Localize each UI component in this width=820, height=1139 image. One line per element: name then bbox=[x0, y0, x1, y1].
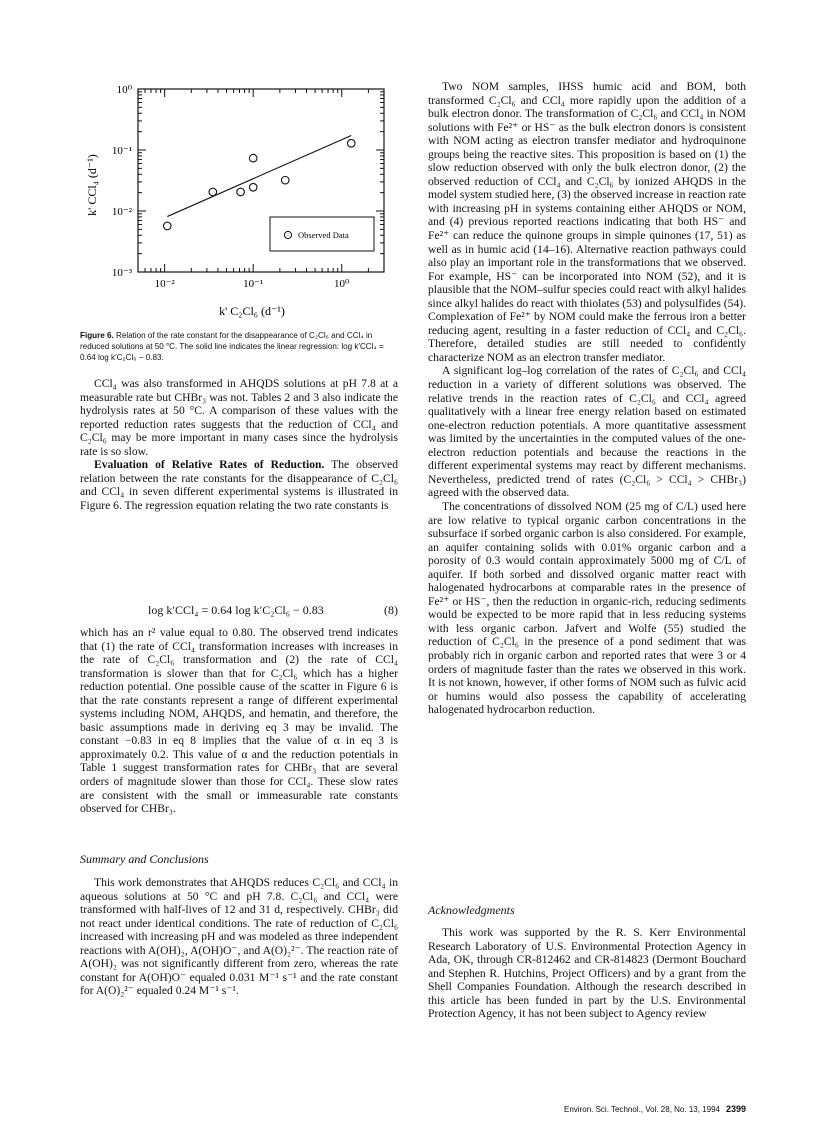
page-footer bbox=[564, 1104, 746, 1114]
figure-caption-text: Relation of the rate constant for the disappearance of C₂Cl₆ and CCl₄ in reduced solutions at 50 °C. The solid line indicates the linear regression: log k′CCl₄ = 0.64 log k′C₂Cl₆ − 0.83. bbox=[80, 331, 384, 362]
y-tick-label: 10⁰ bbox=[116, 84, 132, 96]
y-tick-label: 10⁻¹ bbox=[111, 145, 132, 157]
paragraph-acknowledgments: This work was supported by the R. S. Kerr Environmental Research Laboratory of U.S. Environmental Protection Agency in Ada, OK, through CR-812462 and CR-814823 (Dermont Bouchard and Stephen R. Hutchins, Project Officers) and by a grant from the Shell Companies Foundation. Although the research described in this article has been funded in part by the U.S. Environmental Protection Agency, it has not been subject to Agency review bbox=[428, 926, 746, 1021]
left-column-text bbox=[80, 377, 398, 512]
x-tick-label: 10⁻¹ bbox=[243, 278, 264, 290]
right-column-text-2 bbox=[428, 926, 746, 1021]
equation-8 bbox=[80, 603, 398, 621]
paragraph-nom-samples: Two NOM samples, IHSS humic acid and BOM, both transformed C₂Cl₆ and CCl₄ more rapidly upon the addition of a bulk electron donor. The transformation of C₂Cl₆ and CCl₄ in NOM solutions with Fe²⁺ or HS⁻ as the bulk electron donors is consistent with NOM acting as electron transfer mediator and hydroquinone groups being the reactive sites. This proposition is based on (1) the slow reduction observed with only the bulk electron donor, (2) the observed reduction of CCl₄ and C₂Cl₆ by ionized AHQDS in the model system studied here, (3) the observed increase in reaction rate with increasing pH in systems containing either AHQDS or NOM, and (4) previous reported reactions indicating that both HS⁻ and Fe²⁺ can reduce the quinone groups in simple quinones (17, 51) as well as in humic acid (14–16). Alternative reaction pathways could also play an important role in the transformations that we observed. For example, HS⁻ can be incorporated into NOM (52), and it is plausible that the NOM–sulfur species could react with alkyl halides since alkyl halides do react with thiolates (53) and polysulfides (54). Complexation of Fe²⁺ by NOM could make the ferrous iron a better reducing agent, resulting in a faster reduction of CCl₄ and C₂Cl₆. Therefore, detailed studies are still needed to confidently characterize NOM as an electron transfer mediator. bbox=[428, 80, 746, 364]
section-heading-summary: Summary and Conclusions bbox=[80, 852, 209, 866]
x-axis-label: k' C₂Cl₆ (d⁻¹) bbox=[219, 304, 285, 318]
left-column-text-2 bbox=[80, 626, 398, 816]
paragraph-r2: which has an r² value equal to 0.80. The observed trend indicates that (1) the rate of CCl₄ transformation increases with increases in the rate of C₂Cl₆ transformation and (2) the rate of CCl₄ transformation is slower than that for C₂Cl₆ which has a higher reduction potential. One possible cause of the scatter in Figure 6 is that the rate constants represent a range of different experimental systems including NOM, AHQDS, and hematin, and therefore, the basic assumptions made in deriving eq 3 may be invalid. The constant −0.83 in eq 8 implies that the value of α in eq 3 is approximately 0.2. This value of α and the reduction potentials in Table 1 suggest transformation rates for CHBr₃ that are several orders of magnitude slower than those for CCl₄. These slow rates are consistent with the small or immeasurable rate constants observed for CHBr₃. bbox=[80, 626, 398, 816]
figure-6-chart bbox=[80, 75, 398, 325]
figure-caption bbox=[80, 330, 398, 363]
legend-marker bbox=[284, 231, 291, 238]
chart-tick-labels bbox=[112, 84, 350, 290]
paragraph-ccl4-ahqds: CCl₄ was also transformed in AHQDS solutions at pH 7.8 at a measurable rate but CHBr₃ was not. Tables 2 and 3 also indicate the hydrolysis rates at 50 °C. A comparison of these values with the reported reduction rates suggests that the reduction of CCl₄ and C₂Cl₆ may be more important in many cases since the hydrolysis rate is so slow. bbox=[80, 377, 398, 458]
figure-caption-label: Figure 6. bbox=[80, 331, 114, 340]
equation-text: log k′CCl₄ = 0.64 log k′C₂Cl₆ − 0.83 bbox=[148, 603, 324, 617]
data-points bbox=[163, 139, 355, 229]
left-column-text-3 bbox=[80, 876, 398, 998]
paragraph-evaluation bbox=[80, 458, 398, 512]
x-tick-label: 10⁰ bbox=[334, 278, 350, 290]
section-heading-acknowledgments: Acknowledgments bbox=[428, 903, 515, 917]
data-point bbox=[237, 188, 245, 196]
y-tick-label: 10⁻² bbox=[111, 206, 132, 218]
page-number: 2399 bbox=[725, 1104, 746, 1114]
data-point bbox=[163, 222, 171, 230]
journal-citation: Environ. Sci. Technol., Vol. 28, No. 13, 1994 bbox=[564, 1105, 720, 1114]
data-point bbox=[209, 188, 217, 196]
regression-line bbox=[167, 135, 351, 216]
paragraph-nom-concentrations: The concentrations of dissolved NOM (25 mg of C/L) used here are low relative to typical organic carbon concentrations in the subsurface if sorbed organic carbon is also considered. For example, an aquifer containing solids with 0.01% organic carbon and a porosity of 0.3 would contain approximately 5000 mg of C/L of aquifer. If both sorbed and dissolved organic matter react with halogenated hydrocarbons at comparable rates in the presence of Fe²⁺ or HS⁻, then the reduction in organic-rich, reducing sediments would be expected to be more rapid that in less reducing systems with less organic carbon. Jafvert and Wolfe (55) studied the reduction of C₂Cl₆ in the presence of a pond sediment that was probably rich in organic carbon and reported rates that were 3 or 4 orders of magnitude faster than the rates we observed in this work. It is not known, however, if other forms of NOM such as fulvic acid or humins would also possess the capability of accelerating halogenated hydrocarbon reduction. bbox=[428, 499, 746, 717]
legend-label: Observed Data bbox=[298, 230, 349, 240]
right-column-text bbox=[428, 80, 746, 717]
data-point bbox=[281, 176, 289, 184]
y-axis-label: k' CCl₄ (d⁻¹) bbox=[85, 154, 99, 216]
section-heading-evaluation: Evaluation of Relative Rates of Reduction. bbox=[94, 458, 325, 472]
data-point bbox=[249, 183, 257, 191]
data-point bbox=[347, 139, 355, 147]
equation-number: (8) bbox=[384, 603, 398, 617]
paragraph-evaluation-text: The observed relation between the rate constants for the disappearance of C₂Cl₆ and CCl₄ in seven different experimental systems is illustrated in Figure 6. The regression equation relating the two rate constants is bbox=[80, 458, 398, 512]
x-tick-label: 10⁻² bbox=[154, 278, 175, 290]
paragraph-summary: This work demonstrates that AHQDS reduces C₂Cl₆ and CCl₄ in aqueous solutions at 50 °C and pH 7.8. C₂Cl₆ and CCl₄ were transformed with half-lives of 12 and 31 d, respectively. CHBr₃ did not react under identical conditions. The rate of reduction of C₂Cl₆ increased with increasing pH and was modeled as three independent reactions with A(OH)₂, A(OH)O⁻, and A(O)₂²⁻. The reaction rate of A(OH)₂ was not significantly different from zero, whereas the rate constant for A(OH)O⁻ equaled 0.031 M⁻¹ s⁻¹ and the rate constant for A(O)₂²⁻ equaled 0.24 M⁻¹ s⁻¹. bbox=[80, 876, 398, 998]
paragraph-log-log: A significant log–log correlation of the rates of C₂Cl₆ and CCl₄ reduction in a variety of different solutions was observed. The relative trends in the reaction rates of C₂Cl₆ and CCl₄ agreed qualitatively with a linear free energy relation based on estimated one-electron reduction potentials. A more quantitative assessment was limited by the uncertainties in the computed values of the one-electron reduction potentials and because the reactions in the different experimental systems may react by different mechanisms. Nevertheless, predicted trend of rates (C₂Cl₆ > CCl₄ > CHBr₃) agreed with the observed data. bbox=[428, 364, 746, 500]
chart-legend bbox=[270, 217, 374, 251]
y-tick-label: 10⁻³ bbox=[111, 267, 132, 279]
data-point bbox=[249, 154, 257, 162]
